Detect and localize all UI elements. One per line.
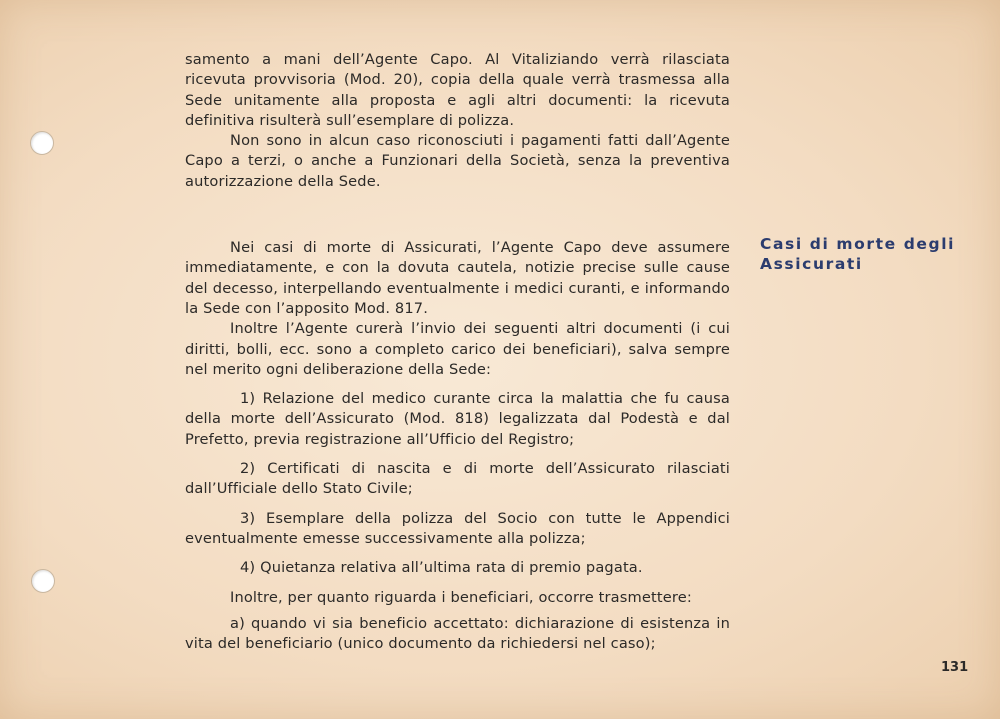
binder-hole-top xyxy=(30,131,54,155)
binder-hole-bottom xyxy=(31,569,55,593)
paragraph-death-cases: Nei casi di morte di Assicurati, l’Agente Capo deve assumere immediatamente, e con la dovuta cautela, notizie precise sulle cause del decesso, interpellando eventualmente i medici curanti, e informando la Sede con l’apposito Mod. 817. xyxy=(185,239,730,317)
side-heading xyxy=(760,234,975,274)
paragraph-payments: Non sono in alcun caso riconosciuti i pagamenti fatti dall’Agente Capo a terzi, o anche a Funzionari della Società, senza la preventiva autorizzazione della Sede. xyxy=(185,132,730,190)
list-item-3: 3) Esemplare della polizza del Socio con tutte le Appendici eventualmente emesse successivamente alla polizza; xyxy=(185,509,730,547)
page-number: 131 xyxy=(941,660,969,675)
paragraph-beneficiaries: Inoltre, per quanto riguarda i beneficiari, occorre trasmettere: xyxy=(230,588,692,606)
side-heading-line-2: Assicurati xyxy=(760,255,863,273)
list-item-1: 1) Relazione del medico curante circa la malattia che fu causa della morte dell’Assicurato (Mod. 818) legalizzata dal Podestà e dal Prefetto, previa registrazione all’Ufficio del Registro; xyxy=(185,390,730,448)
main-text-column xyxy=(185,50,730,654)
paragraph-continuation: samento a mani dell’Agente Capo. Al Vitaliziando verrà rilasciata ricevuta provvisoria (Mod. 20), copia della quale verrà trasmessa alla Sede unitamente alla proposta e agli altri documenti: la ricevuta definitiva risulterà sull’esemplare di polizza. xyxy=(185,51,730,129)
side-heading-line-1: Casi di morte degli xyxy=(760,235,956,253)
list-item-2: 2) Certificati di nascita e di morte dell’Assicurato rilasciati dall’Ufficiale dello Stato Civile; xyxy=(185,460,730,498)
list-item-4: 4) Quietanza relativa all’ultima rata di premio pagata. xyxy=(240,559,643,577)
paragraph-documents-intro: Inoltre l’Agente curerà l’invio dei seguenti altri documenti (i cui diritti, bolli, ecc. sono a completo carico dei beneficiari), salva sempre nel merito ogni deliberazione della Sede: xyxy=(185,320,730,378)
list-item-a: a) quando vi sia beneficio accettato: dichiarazione di esistenza in vita del beneficiario (unico documento da richiedersi nel caso); xyxy=(185,614,730,653)
